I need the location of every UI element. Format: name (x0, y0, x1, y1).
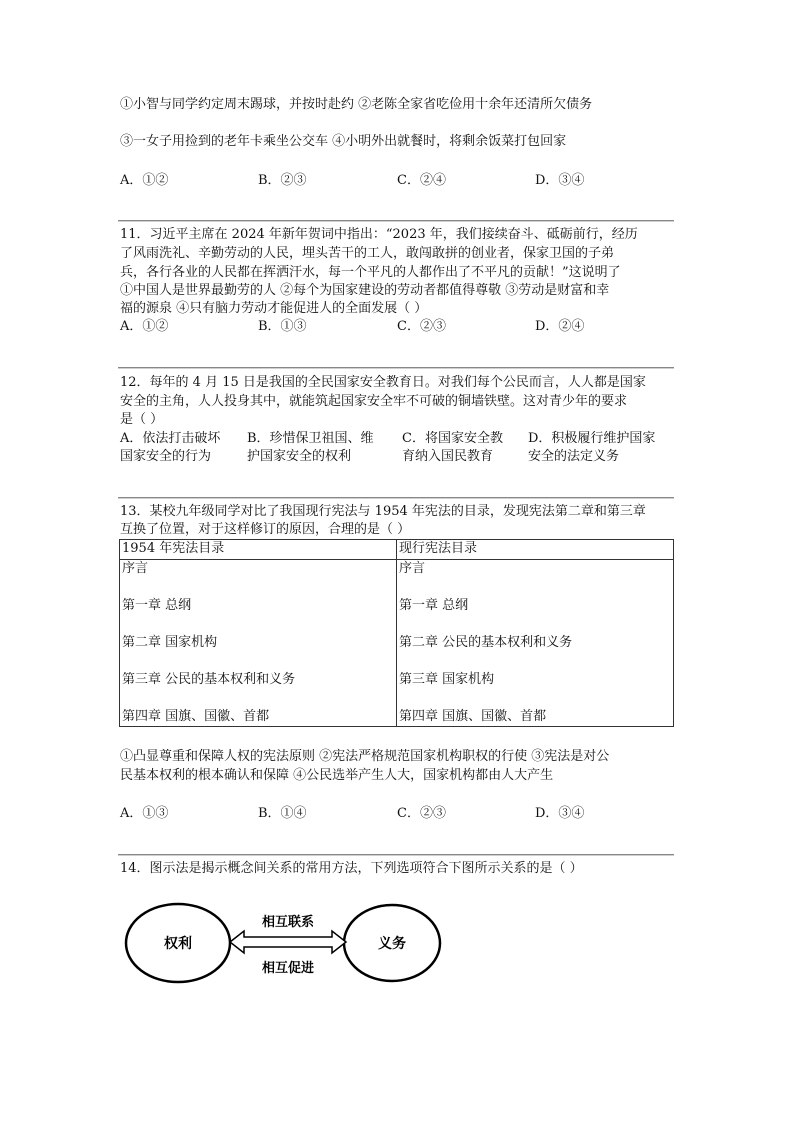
separator-rule (118, 220, 674, 222)
rights-duties-diagram (118, 895, 458, 995)
q12-option-c-line-2: 育纳入国民教育 (402, 449, 494, 464)
table-header-1954: 1954 年宪法目录 (120, 540, 397, 560)
q14-stem-line: 14．图示法是揭示概念间关系的常用方法，下列选项符合下图所示关系的是（ ） (120, 861, 583, 876)
q11-option-a: A．①② (120, 319, 169, 334)
table-cell: 第三章 国家机构 (399, 672, 495, 687)
q13-statement-line: 民基本权利的根本确认和保障 ④公民选举产生人大，国家机构都由人大产生 (120, 768, 554, 783)
q12-option-b-line-1: B．珍惜保卫祖国、维 (247, 431, 374, 446)
q13-stem-line: 互换了位置，对于这样修订的原因，合理的是（ ） (120, 522, 411, 537)
q10-option-c: C．②④ (397, 173, 446, 188)
q12-stem-line: 12．每年的 4 月 15 日是我国的全民国家安全教育日。对我们每个公民而言，人人都是国家 (120, 375, 646, 390)
constitution-comparison-table (119, 539, 674, 727)
q13-option-a: A．①③ (120, 806, 169, 821)
table-header-current: 现行宪法目录 (397, 540, 674, 560)
table-cell: 第三章 公民的基本权利和义务 (122, 672, 296, 687)
q13-statement-line: ①凸显尊重和保障人权的宪法原则 ②宪法严格规范国家机构职权的行使 ③宪法是对公 (120, 749, 610, 764)
q10-option-a: A．①② (120, 173, 169, 188)
double-arrow-icon (230, 931, 346, 953)
q12-option-c-line-1: C．将国家安全教 (402, 431, 503, 446)
table-col-1954 (120, 560, 397, 727)
q13-stem-line: 13．某校九年级同学对比了我国现行宪法与 1954 年宪法的目录，发现宪法第二章和第三章 (120, 504, 646, 519)
table-cell: 第一章 总纲 (399, 598, 469, 613)
q12-option-b-line-2: 护国家安全的权利 (247, 449, 352, 464)
separator-rule (118, 367, 674, 369)
separator-rule (118, 497, 674, 499)
q11-stem-line: ①中国人是世界最勤劳的人 ②每个为国家建设的劳动者都值得尊敬 ③劳动是财富和幸 (120, 283, 610, 298)
q12-stem-line: 安全的主角，人人投身其中，就能筑起国家安全牢不可破的铜墙铁壁。这对青少年的要求 (120, 394, 628, 409)
table-cell: 第一章 总纲 (122, 598, 192, 613)
q12-option-a-line-1: A．依法打击破坏 (120, 431, 221, 446)
q12-option-d-line-2: 安全的法定义务 (528, 449, 620, 464)
separator-rule (118, 854, 674, 856)
rights-label: 权利 (164, 936, 192, 952)
table-cell: 序言 (399, 561, 426, 576)
q11-stem-line: 兵，各行各业的人民都在挥洒汗水，每一个平凡的人都作出了不平凡的贡献！”这说明了 (120, 265, 621, 280)
q11-option-c: C．②③ (397, 319, 446, 334)
table-cell: 第四章 国旗、国徽、首都 (122, 709, 270, 724)
table-cell: 序言 (122, 561, 149, 576)
q13-option-b: B．①④ (258, 806, 307, 821)
table-cell: 第二章 公民的基本权利和义务 (399, 635, 573, 650)
table-col-current (397, 560, 674, 727)
q11-stem-line: 福的源泉 ④只有脑力劳动才能促进人的全面发展（ ） (120, 301, 428, 316)
q11-option-d: D．②④ (535, 319, 585, 334)
q13-option-d: D．③④ (535, 806, 585, 821)
q11-stem-line: 了风雨洗礼、辛勤劳动的人民，埋头苦干的工人，敢闯敢拼的创业者，保家卫国的子弟 (120, 246, 615, 261)
table-cell: 第二章 国家机构 (122, 635, 218, 650)
q12-option-d-line-1: D．积极履行维护国家 (528, 431, 656, 446)
q10-statement-line-1: ①小智与同学约定周末踢球，并按时赴约 ②老陈全家省吃俭用十余年还清所欠债务 (120, 97, 593, 112)
table-cell: 第四章 国旗、国徽、首都 (399, 709, 547, 724)
q10-statement-line-2: ③一女子用捡到的老年卡乘坐公交车 ④小明外出就餐时，将剩余饭菜打包回家 (120, 134, 567, 149)
mutual-connection-label: 相互联系 (261, 915, 315, 930)
q10-option-b: B．②③ (258, 173, 307, 188)
q12-stem-line: 是（ ） (120, 412, 164, 427)
q11-option-b: B．①③ (258, 319, 307, 334)
mutual-promotion-label: 相互促进 (261, 961, 315, 976)
q12-option-a-line-2: 国家安全的行为 (120, 449, 212, 464)
q11-stem-line: 11．习近平主席在 2024 年新年贺词中指出：“2023 年，我们接续奋斗、砥砺前行，经历 (120, 227, 638, 242)
q10-option-d: D．③④ (535, 173, 585, 188)
q13-option-c: C．②③ (397, 806, 446, 821)
duties-label: 义务 (378, 936, 406, 952)
